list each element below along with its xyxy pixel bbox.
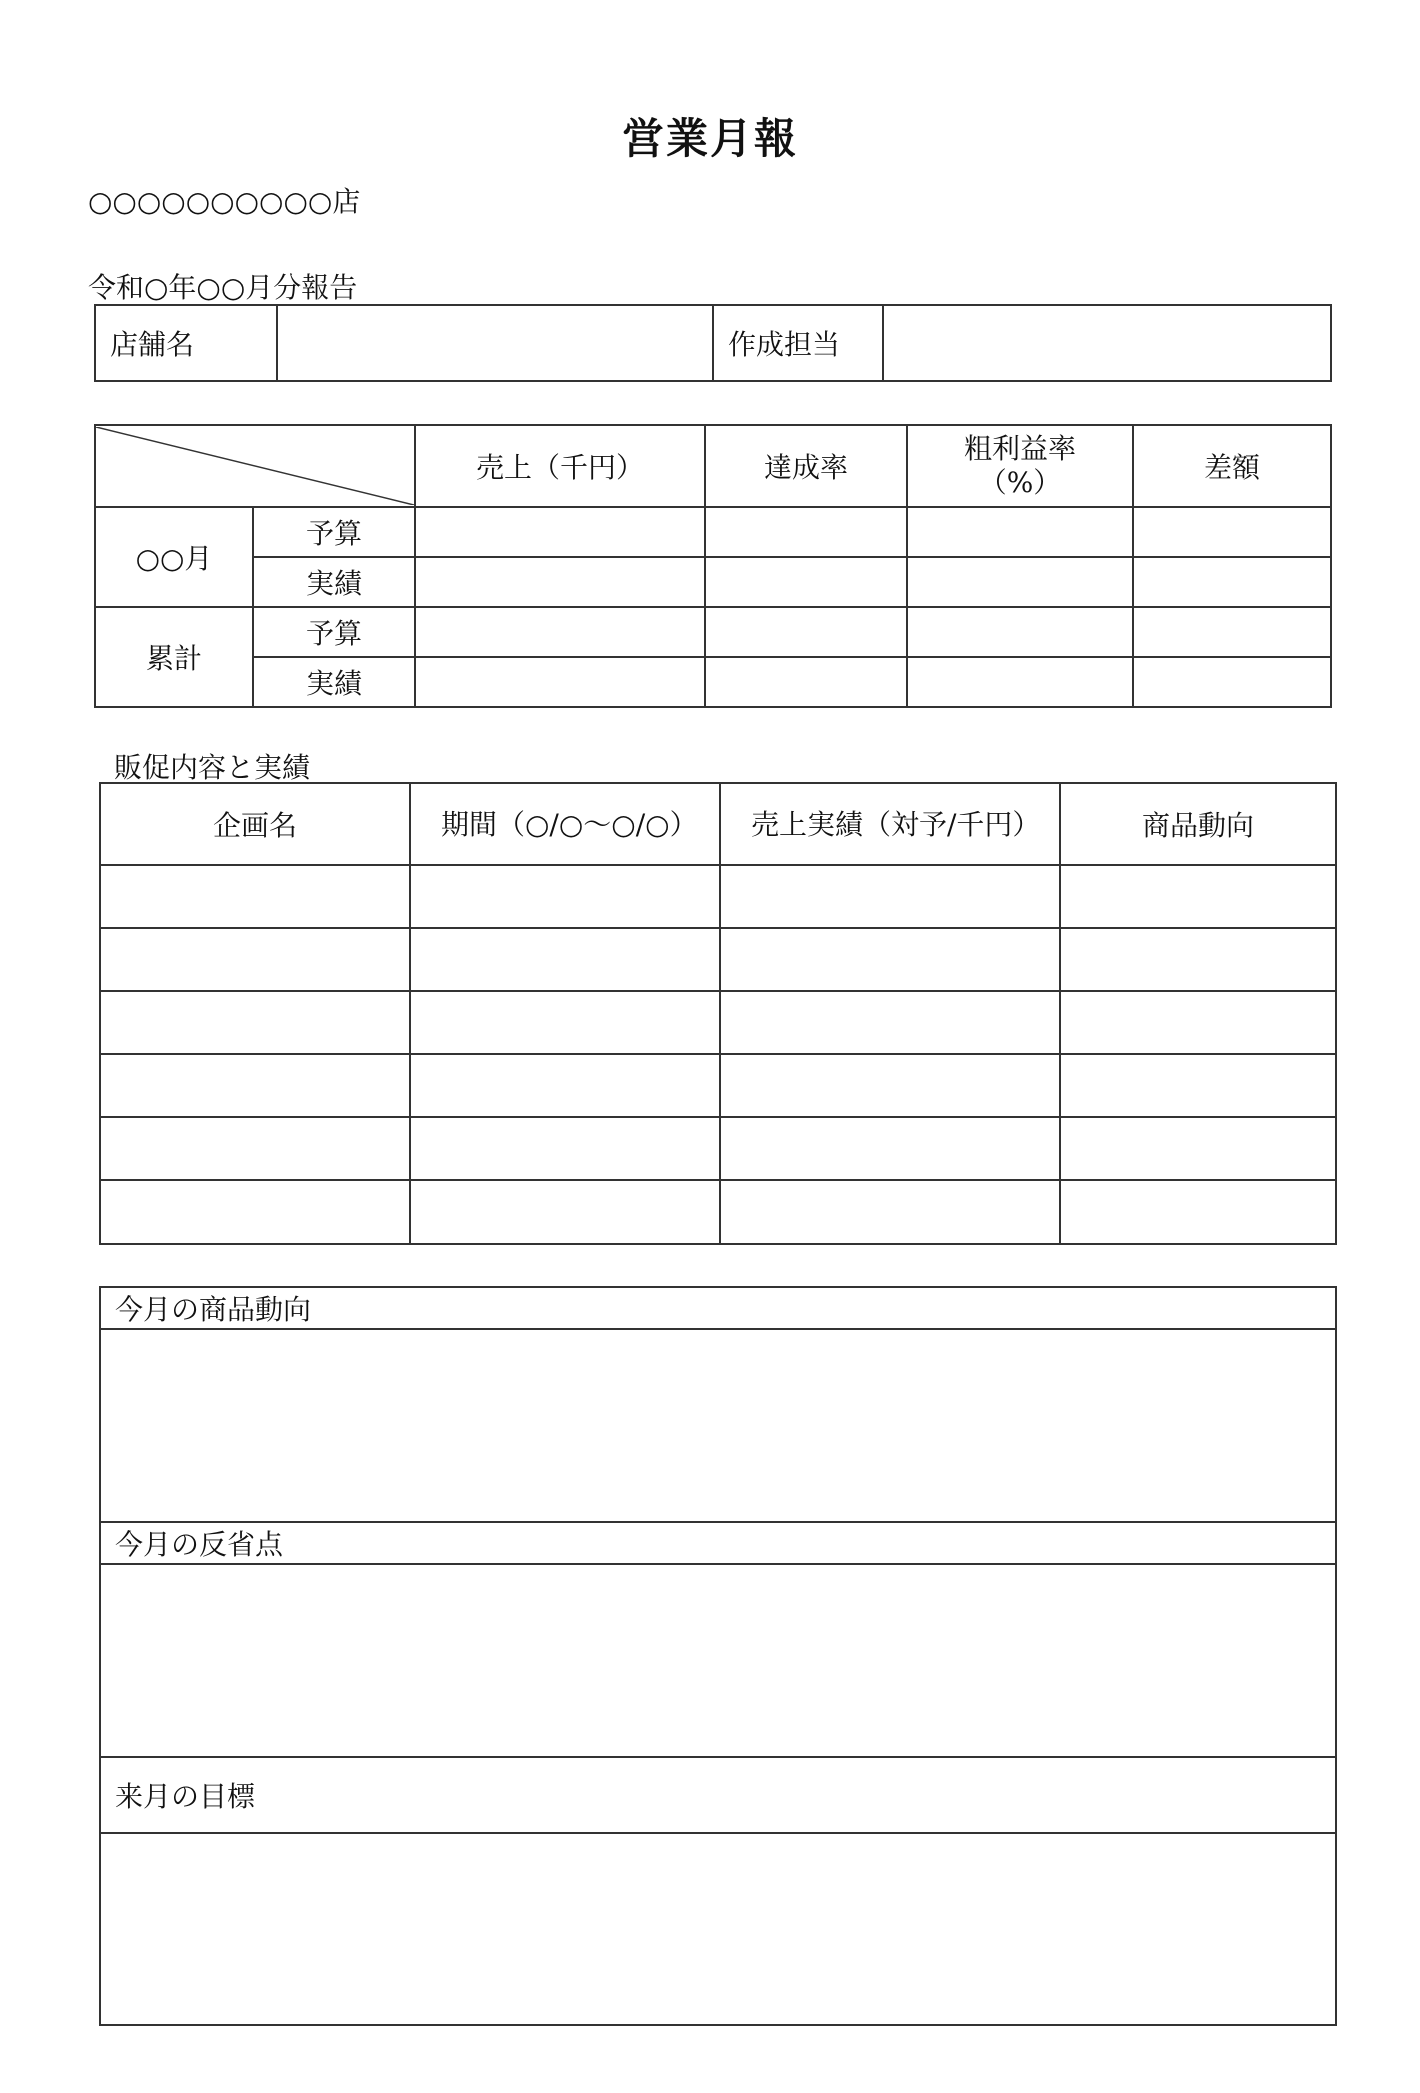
table-cell[interactable]: [415, 557, 705, 607]
table-cell[interactable]: [1060, 1054, 1336, 1117]
table-cell[interactable]: [907, 557, 1133, 607]
table-cell[interactable]: [100, 1054, 410, 1117]
table-cell[interactable]: [705, 557, 907, 607]
table-row: [100, 1180, 1336, 1244]
table-cell[interactable]: [1060, 1117, 1336, 1180]
table-cell[interactable]: [1133, 657, 1331, 707]
table-cell[interactable]: [907, 657, 1133, 707]
store-line: ○○○○○○○○○○店: [88, 185, 361, 218]
reflection-field[interactable]: [100, 1564, 1336, 1757]
goal-field[interactable]: [100, 1833, 1336, 2025]
report-period: 令和○年○○月分報告: [88, 271, 358, 304]
table-row: [100, 991, 1336, 1054]
group-label-month: ○○月: [95, 507, 253, 607]
header-sales-result: 売上実績（対予/千円）: [720, 783, 1060, 865]
table-cell[interactable]: [1060, 1180, 1336, 1244]
table-row: [100, 928, 1336, 991]
header-difference: 差額: [1133, 425, 1331, 507]
header-achievement: 達成率: [705, 425, 907, 507]
header-product-trend: 商品動向: [1060, 783, 1336, 865]
header-plan-name: 企画名: [100, 783, 410, 865]
notes-table: [99, 1286, 1337, 2026]
trend-label: 今月の商品動向: [100, 1287, 1336, 1329]
table-cell[interactable]: [415, 657, 705, 707]
store-name-field[interactable]: [277, 305, 713, 381]
group-label-cumulative: 累計: [95, 607, 253, 707]
table-cell[interactable]: [907, 507, 1133, 557]
table-cell[interactable]: [705, 657, 907, 707]
table-row: [100, 865, 1336, 928]
table-cell[interactable]: [415, 507, 705, 557]
sales-table: [94, 424, 1332, 708]
table-cell[interactable]: [410, 1180, 720, 1244]
diagonal-line: [96, 427, 414, 505]
row-label-actual: 実績: [253, 557, 415, 607]
table-cell[interactable]: [100, 865, 410, 928]
table-cell[interactable]: [1133, 557, 1331, 607]
table-cell[interactable]: [100, 991, 410, 1054]
table-cell[interactable]: [100, 1117, 410, 1180]
table-cell[interactable]: [1133, 607, 1331, 657]
table-cell[interactable]: [705, 507, 907, 557]
table-row: [100, 1054, 1336, 1117]
header-period: 期間（○/○～○/○）: [410, 783, 720, 865]
page-title: 営業月報: [621, 114, 798, 163]
row-label-budget: 予算: [253, 607, 415, 657]
table-cell[interactable]: [410, 1054, 720, 1117]
goal-label: 来月の目標: [100, 1757, 1336, 1833]
table-cell[interactable]: [720, 991, 1060, 1054]
table-cell[interactable]: [415, 607, 705, 657]
table-cell[interactable]: [410, 865, 720, 928]
promo-table: [99, 782, 1337, 1245]
table-cell[interactable]: [100, 1180, 410, 1244]
author-label: 作成担当: [713, 305, 883, 381]
table-cell[interactable]: [410, 991, 720, 1054]
table-cell[interactable]: [720, 1117, 1060, 1180]
table-cell[interactable]: [100, 928, 410, 991]
table-cell[interactable]: [907, 607, 1133, 657]
table-cell[interactable]: [720, 865, 1060, 928]
table-cell[interactable]: [410, 1117, 720, 1180]
table-cell[interactable]: [720, 928, 1060, 991]
table-cell[interactable]: [720, 1054, 1060, 1117]
promo-section-label: 販促内容と実績: [114, 751, 311, 784]
table-cell[interactable]: [1060, 991, 1336, 1054]
table-row: [100, 1117, 1336, 1180]
info-table: [94, 304, 1332, 382]
table-cell[interactable]: [410, 928, 720, 991]
table-cell[interactable]: [1060, 865, 1336, 928]
table-cell[interactable]: [1060, 928, 1336, 991]
table-cell[interactable]: [1133, 507, 1331, 557]
table-cell[interactable]: [720, 1180, 1060, 1244]
trend-field[interactable]: [100, 1329, 1336, 1522]
reflection-label: 今月の反省点: [100, 1522, 1336, 1564]
diagonal-header-cell: [95, 425, 415, 507]
row-label-actual: 実績: [253, 657, 415, 707]
table-cell[interactable]: [705, 607, 907, 657]
header-gross-margin: 粗利益率 （%）: [907, 425, 1133, 507]
author-field[interactable]: [883, 305, 1331, 381]
store-name-label: 店舗名: [95, 305, 277, 381]
row-label-budget: 予算: [253, 507, 415, 557]
header-sales: 売上（千円）: [415, 425, 705, 507]
